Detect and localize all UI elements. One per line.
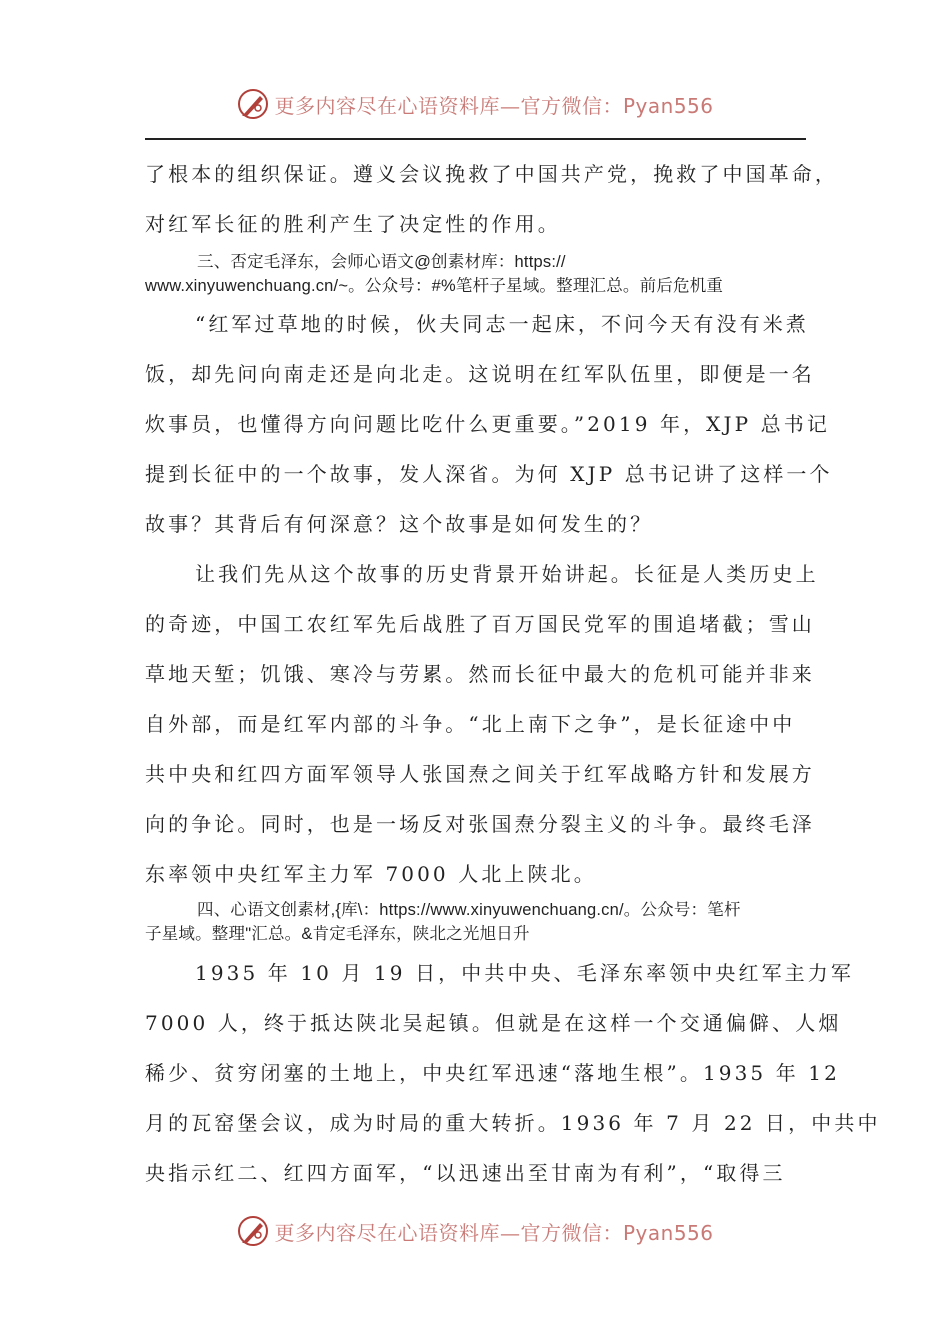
pen-logo-icon (236, 1214, 270, 1248)
footer-banner (0, 1211, 950, 1251)
header-banner (0, 84, 950, 124)
text-line: 央指示红二、红四方面军，“以迅速出至甘南为有利”，“取得三 (145, 1161, 786, 1185)
banner-official-label: 官方微信： (520, 1220, 623, 1245)
banner-library-text: 更多内容尽在心语资料库 (274, 1220, 500, 1245)
text-line: 1935 年 10 月 19 日，中共中央、毛泽东率领中央红军主力军 (195, 961, 854, 985)
text-line: 草地天堑；饥饿、寒冷与劳累。然而长征中最大的危机可能并非来 (145, 662, 815, 686)
section-heading-line: 三、否定毛泽东，会师心语文@创素材库：https:// (197, 253, 566, 271)
text-line: 共中央和红四方面军领导人张国焘之间关于红军战略方针和发展方 (145, 762, 815, 786)
pen-logo-icon (236, 87, 270, 121)
text-line: 让我们先从这个故事的历史背景开始讲起。长征是人类历史上 (195, 562, 819, 586)
banner-library-text: 更多内容尽在心语资料库 (274, 93, 500, 118)
banner-wechat-id: Pyan556 (622, 93, 714, 118)
banner-dash: — (499, 93, 521, 118)
text-line: 7000 人，终于抵达陕北吴起镇。但就是在这样一个交通偏僻、人烟 (145, 1011, 842, 1035)
banner-wechat-id: Pyan556 (622, 1220, 714, 1245)
banner-text (274, 90, 713, 119)
banner-text (274, 1217, 713, 1246)
section-heading-line: www.xinyuwenchuang.cn/~。公众号：#%笔杆子星域。整理汇总。前后危机重 (145, 277, 724, 295)
text-line: 提到长征中的一个故事，发人深省。为何 XJP 总书记讲了这样一个 (145, 462, 833, 486)
section-heading-line: 四、心语文创素材,{库\：https://www.xinyuwenchuang.cn/。公众号：笔杆 (197, 901, 741, 919)
text-line: 向的争论。同时，也是一场反对张国焘分裂主义的斗争。最终毛泽 (145, 812, 815, 836)
text-line: 对红军长征的胜利产生了决定性的作用。 (145, 212, 561, 236)
text-line: 了根本的组织保证。遵义会议挽救了中国共产党，挽救了中国革命， (145, 162, 838, 186)
text-line: 炊事员，也懂得方向问题比吃什么更重要。”2019 年，XJP 总书记 (145, 412, 830, 436)
text-line: 东率领中央红军主力军 7000 人北上陕北。 (145, 862, 597, 886)
header-divider (145, 138, 806, 140)
text-line: 自外部，而是红军内部的斗争。“北上南下之争”，是长征途中中 (145, 712, 796, 736)
text-line: 饭，却先问向南走还是向北走。这说明在红军队伍里，即便是一名 (145, 362, 815, 386)
section-heading-line: 子星域。整理"汇总。&肯定毛泽东，陕北之光旭日升 (145, 925, 530, 943)
text-line: 故事？其背后有何深意？这个故事是如何发生的？ (145, 512, 654, 536)
banner-dash: — (499, 1220, 521, 1245)
text-line: 的奇迹，中国工农红军先后战胜了百万国民党军的围追堵截；雪山 (145, 612, 815, 636)
text-line: 月的瓦窑堡会议，成为时局的重大转折。1936 年 7 月 22 日，中共中 (145, 1111, 881, 1135)
banner-official-label: 官方微信： (520, 93, 623, 118)
text-line: 稀少、贫穷闭塞的土地上，中央红军迅速“落地生根”。1935 年 12 (145, 1061, 840, 1085)
text-line: “红军过草地的时候，伙夫同志一起床，不问今天有没有米煮 (195, 312, 809, 336)
